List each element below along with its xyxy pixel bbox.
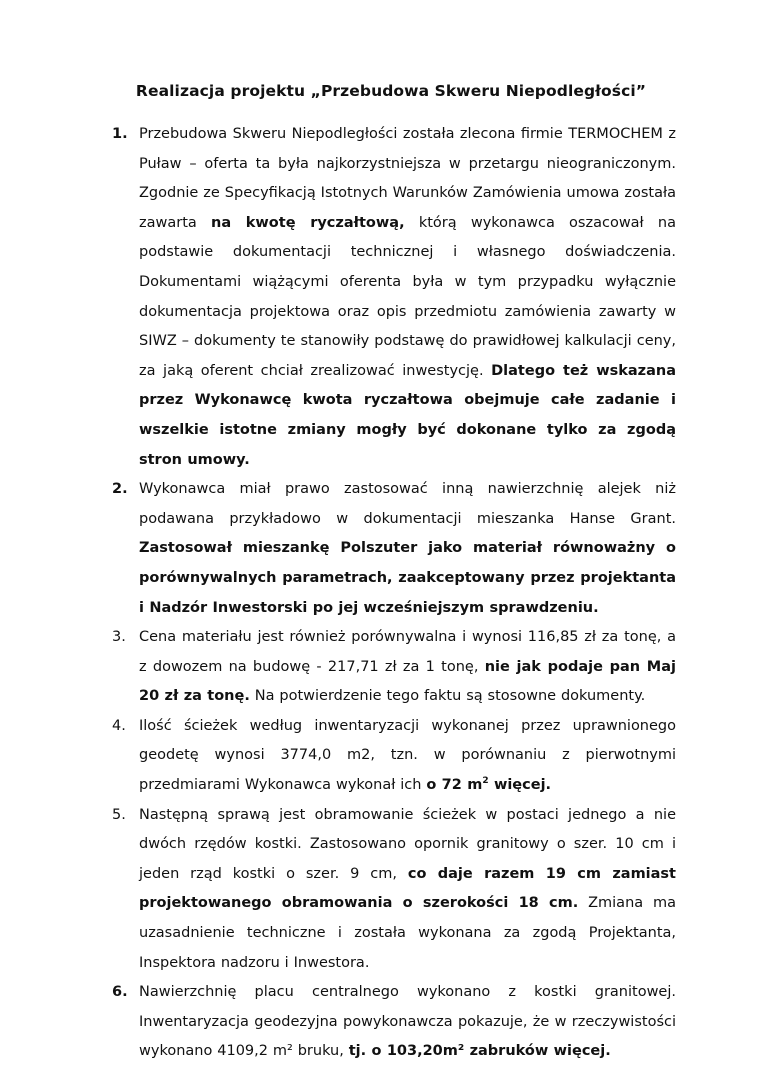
- list-item: [0, 120, 768, 475]
- list-item-text: [139, 801, 676, 979]
- bold-text-segment: nie jak podaje pan Maj 20 zł za tonę.: [139, 658, 676, 705]
- list-item-text: [139, 623, 676, 712]
- bold-text-segment: Zastosował mieszankę Polszuter jako materiał równoważny o porównywalnych parametrach, zaakceptowany przez projektanta i Nadzór Inwestorski po jej wcześniejszym sprawdzeniu.: [139, 540, 676, 616]
- list-item: [0, 712, 768, 801]
- list-item-text: [139, 712, 676, 801]
- bold-text-segment: na kwotę ryczałtową,: [211, 214, 405, 231]
- text-segment: Przebudowa Skweru Niepodległości została zlecona firmie TERMOCHEM z Puław – oferta ta była najkorzystniejsza w przetargu nieograniczonym. Zgodnie ze Specyfikacją Istotnych Warunków Zamówienia umowa została zawarta: [139, 126, 676, 231]
- list-item-number: 3.: [112, 629, 126, 646]
- list-item: [0, 623, 768, 712]
- list-item-text: [139, 120, 676, 475]
- text-segment: Nawierzchnię placu centralnego wykonano z kostki granitowej. Inwentaryzacja geodezyjna powykonawcza pokazuje, że w rzeczywistości wykonano 4109,2 m² bruku,: [139, 984, 676, 1060]
- text-segment: Wykonawca miał prawo zastosować inną nawierzchnię alejek niż podawana przykładowo w dokumentacji mieszanka Hanse Grant.: [139, 481, 676, 527]
- list-item: [0, 475, 768, 623]
- bold-text-segment: co daje razem 19 cm zamiast projektowanego obramowania o szerokości 18 cm.: [139, 865, 676, 912]
- text-segment: Następną sprawą jest obramowanie ścieżek w postaci jednego a nie dwóch rzędów kostki. Zastosowano opornik granitowy o szer. 10 cm i jeden rząd kostki o szer. 9 cm,: [139, 806, 676, 882]
- list-item-text: [139, 475, 676, 623]
- text-segment: Na potwierdzenie tego faktu są stosowne dokumenty.: [249, 688, 646, 705]
- bold-text-segment: 2: [482, 776, 489, 787]
- bold-text-segment: więcej.: [488, 777, 552, 794]
- text-segment: którą wykonawca oszacował na podstawie dokumentacji technicznej i własnego doświadczenia. Dokumentami wiążącymi oferenta była w tym przypadku wyłącznie dokumentacja projektowa oraz opis przedmiotu zamówienia zawarty w SIWZ – dokumenty te stanowiły podstawę do prawidłowej kalkulacji ceny, za jaką oferent chciał zrealizować inwestycję.: [139, 214, 676, 379]
- list-item-number: 2.: [112, 481, 128, 498]
- document-title: Realizacja projektu „Przebudowa Skweru Niepodległości”: [135, 82, 647, 100]
- list-item-number: 6.: [112, 984, 128, 1001]
- list-item: [0, 978, 768, 1067]
- bold-text-segment: Dlatego też wskazana przez Wykonawcę kwota ryczałtowa obejmuje całe zadanie i wszelkie istotne zmiany mogły być dokonane tylko za zgodą stron umowy.: [139, 362, 676, 468]
- list-item-number: 5.: [112, 806, 126, 823]
- list-item-number: 4.: [112, 717, 126, 734]
- text-segment: Zmiana ma uzasadnienie techniczne i została wykonana za zgodą Projektanta, Inspektora nadzoru i Inwestora.: [139, 895, 676, 971]
- numbered-list: [0, 120, 768, 1067]
- text-segment: Ilość ścieżek według inwentaryzacji wykonanej przez uprawnionego geodetę wynosi 3774,0 m2, tzn. w porównaniu z pierwotnymi przedmiarami Wykonawca wykonał ich: [139, 717, 676, 794]
- bold-text-segment: tj. o 103,20m² zabruków więcej.: [348, 1043, 611, 1060]
- list-item: [0, 801, 768, 979]
- bold-text-segment: o 72 m: [426, 777, 483, 794]
- list-item-text: [139, 978, 676, 1067]
- list-item-number: 1.: [112, 126, 128, 142]
- text-segment: Cena materiału jest również porównywalna i wynosi 116,85 zł za tonę, a z dowozem na budowę - 217,71 zł za 1 tonę,: [139, 629, 676, 675]
